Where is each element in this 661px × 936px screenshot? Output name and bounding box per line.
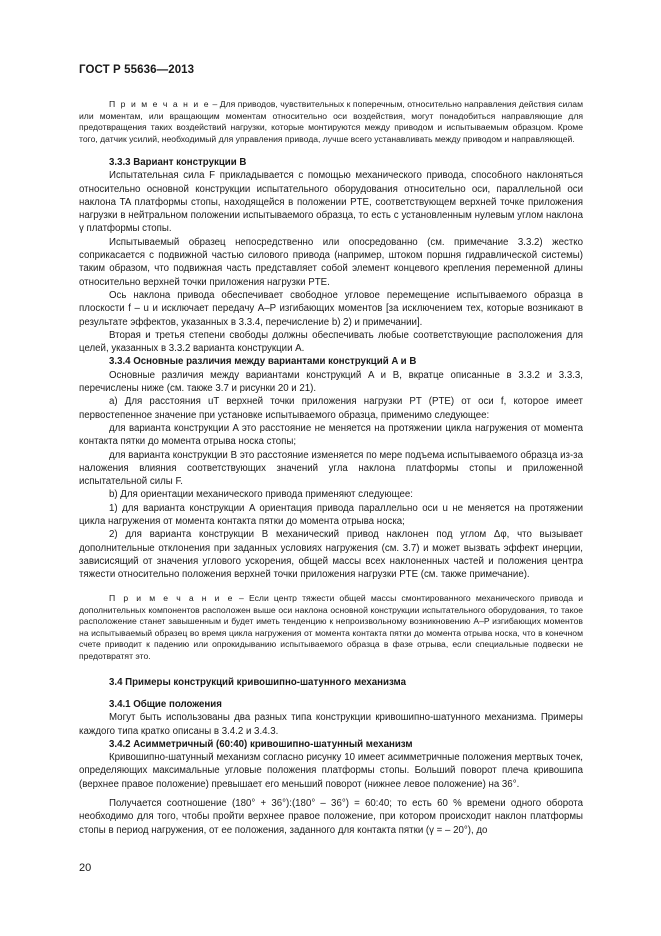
page-number: 20: [79, 862, 92, 874]
section-3-4-heading-block: [79, 676, 583, 689]
section-3-3-3-paragraph-2: Испытываемый образец непосредственно или опосредованно (см. примечание 3.3.2) жестко соприкасается с подвижной частью силового привода (например, штоком поршня гидравлической системы) таким образом, что подвижная часть представляет собой элемент концевого крепления переменной длины относительно верхней точки приложения нагрузки PTE.: [79, 236, 583, 288]
section-3-4-1-paragraph: Могут быть использованы два разных типа конструкции кривошипно-шатунного механизма. Примеры каждого типа кратко описаны в 3.4.2 и 3.4.3.: [79, 712, 583, 737]
section-3-4-2-heading: 3.4.2 Асимметричный (60:40) кривошипно-шатунный механизм: [109, 738, 413, 750]
section-3-3-3-paragraph-4: Вторая и третья степени свободы должны обеспечивать любые соответствующие расположения для целей, указанных в 3.3.2 варианта конструкции A.: [79, 329, 583, 355]
section-3-3-3-paragraph-1: Испытательная сила F прикладывается с помощью механического привода, способного наклоняться относительно основной конструкции испытательного оборудования относительно оси, параллельной оси наклона TA платформы стопы, находящейся в положении PTE, соответствующем верхней точке приложения нагрузки в нейтральном положении испытываемого образца, то есть с установленным нулевым углом наклона γ платформы стопы.: [79, 170, 583, 235]
list-item-a-variant-b: для варианта конструкции B это расстояние изменяется по мере подъема испытываемого образца из-за наложения влияния соответствующих значений угла наклона платформы стопы и приложенной испытательной силы F.: [79, 449, 583, 488]
note-2-label: П р и м е ч а н и е: [109, 593, 234, 603]
note-1-text: – Для приводов, чувствительных к поперечным, относительно направления действия силам или моментам, или вращающим моментам относительно оси воздействия, могут понадобиться направляющие для предотвращения таких воздействий нагрузки, которые монтируются между приводом и испытываемым образцом. Кроме того, датчик усилий, необходимый для управления привода, лучше всего устанавливать между приводом и направляющей.: [79, 99, 583, 144]
section-3-3-3-paragraph-3: Ось наклона привода обеспечивает свободное угловое перемещение испытываемого образца в плоскости f – u и исключает передачу A–P изгибающих моментов [за исключением тех, которые возникают в результате эффектов, указанных в 3.3.4, перечисление b) 2) и примечании].: [79, 289, 583, 328]
section-3-3-4-paragraph-1: Основные различия между вариантами конструкций A и B, вкратце описанные в 3.3.2 и 3.3.3, перечислены ниже (см. также 3.7 и рисунки 20 и 21).: [79, 369, 583, 395]
section-3-4-1-and-3-4-2: [79, 698, 583, 837]
list-item-b-1: 1) для варианта конструкции A ориентация привода параллельно оси u не меняется на протяжении цикла нагружения от момента контакта пятки до момента отрыва носка;: [79, 502, 583, 528]
list-item-a: а) Для расстояния uT верхней точки приложения нагрузки PT (PTE) от оси f, которое имеет первостепенное значение при установке испытываемого образца, применимо следующее:: [79, 396, 583, 421]
note-1-label: П р и м е ч а н и е: [109, 99, 210, 109]
note-1: [79, 99, 583, 145]
list-item-b: b) Для ориентации механического привода применяют следующее:: [109, 489, 413, 501]
section-3-4-heading: 3.4 Примеры конструкций кривошипно-шатунного механизма: [109, 677, 406, 688]
note-2-text: – Если центр тяжести общей массы смонтированного механического привода и дополнительных компонентов расположен выше оси наклона основной конструкции испытательного оборудования, то такое расположение станет завышенным и будет иметь тенденцию к непроизвольному возникновению A–P изгибающих моментов на испытываемый образец во время цикла нагружения от момента контакта пятки до момента отрыва носка, что в конечном счете приводит к падению или опрокидыванию испытываемого образца в фазе отрыва, если специальные подвески не предотвратят это.: [79, 593, 583, 661]
section-3-3-4-heading: 3.3.4 Основные различия между вариантами конструкций A и B: [109, 356, 417, 368]
note-2: [79, 593, 583, 662]
list-item-b-2: 2) для варианта конструкции B механический привод наклонен под углом Δφ, что вызывает дополнительные отклонения при заданных условиях нагружения (см. 3.7) и может вызвать эффект инерции, зависисящий от значения углового ускорения, общей массы всех наклоненных частей и положения центра тяжести относительно положения верхней точки приложения нагрузки PTE (см. также примечание).: [79, 529, 583, 581]
section-3-3-3-and-3-3-4: [79, 156, 583, 582]
section-3-4-1-heading: 3.4.1 Общие положения: [109, 699, 222, 710]
section-3-3-3-heading: 3.3.3 Вариант конструкции B: [109, 157, 247, 168]
document-header: ГОСТ Р 55636—2013: [79, 64, 195, 76]
section-3-4-2-paragraph-2: Получается соотношение (180° + 36°):(180° – 36°) = 60:40; то есть 60 % времени одного оборота необходимо для того, чтобы пройти верхнее правое положение, при котором происходит наклон платформы стопы в период нагружения, от ее положения, заданного для контакта пятки (γ = – 20°), до: [79, 798, 583, 836]
list-item-a-variant-a: для варианта конструкции A это расстояние не меняется на протяжении цикла нагружения от момента контакта пятки до момента отрыва носка стопы;: [79, 422, 583, 448]
section-3-4-2-paragraph-1: Кривошипно-шатунный механизм согласно рисунку 10 имеет асимметричные положения мертвых точек, определяющих максимальные угловые положения платформы стопы. Больший поворот плеча кривошипа (верхнее правое положение) превышает его меньший поворот (нижнее левое положение) на 36°.: [79, 752, 583, 790]
